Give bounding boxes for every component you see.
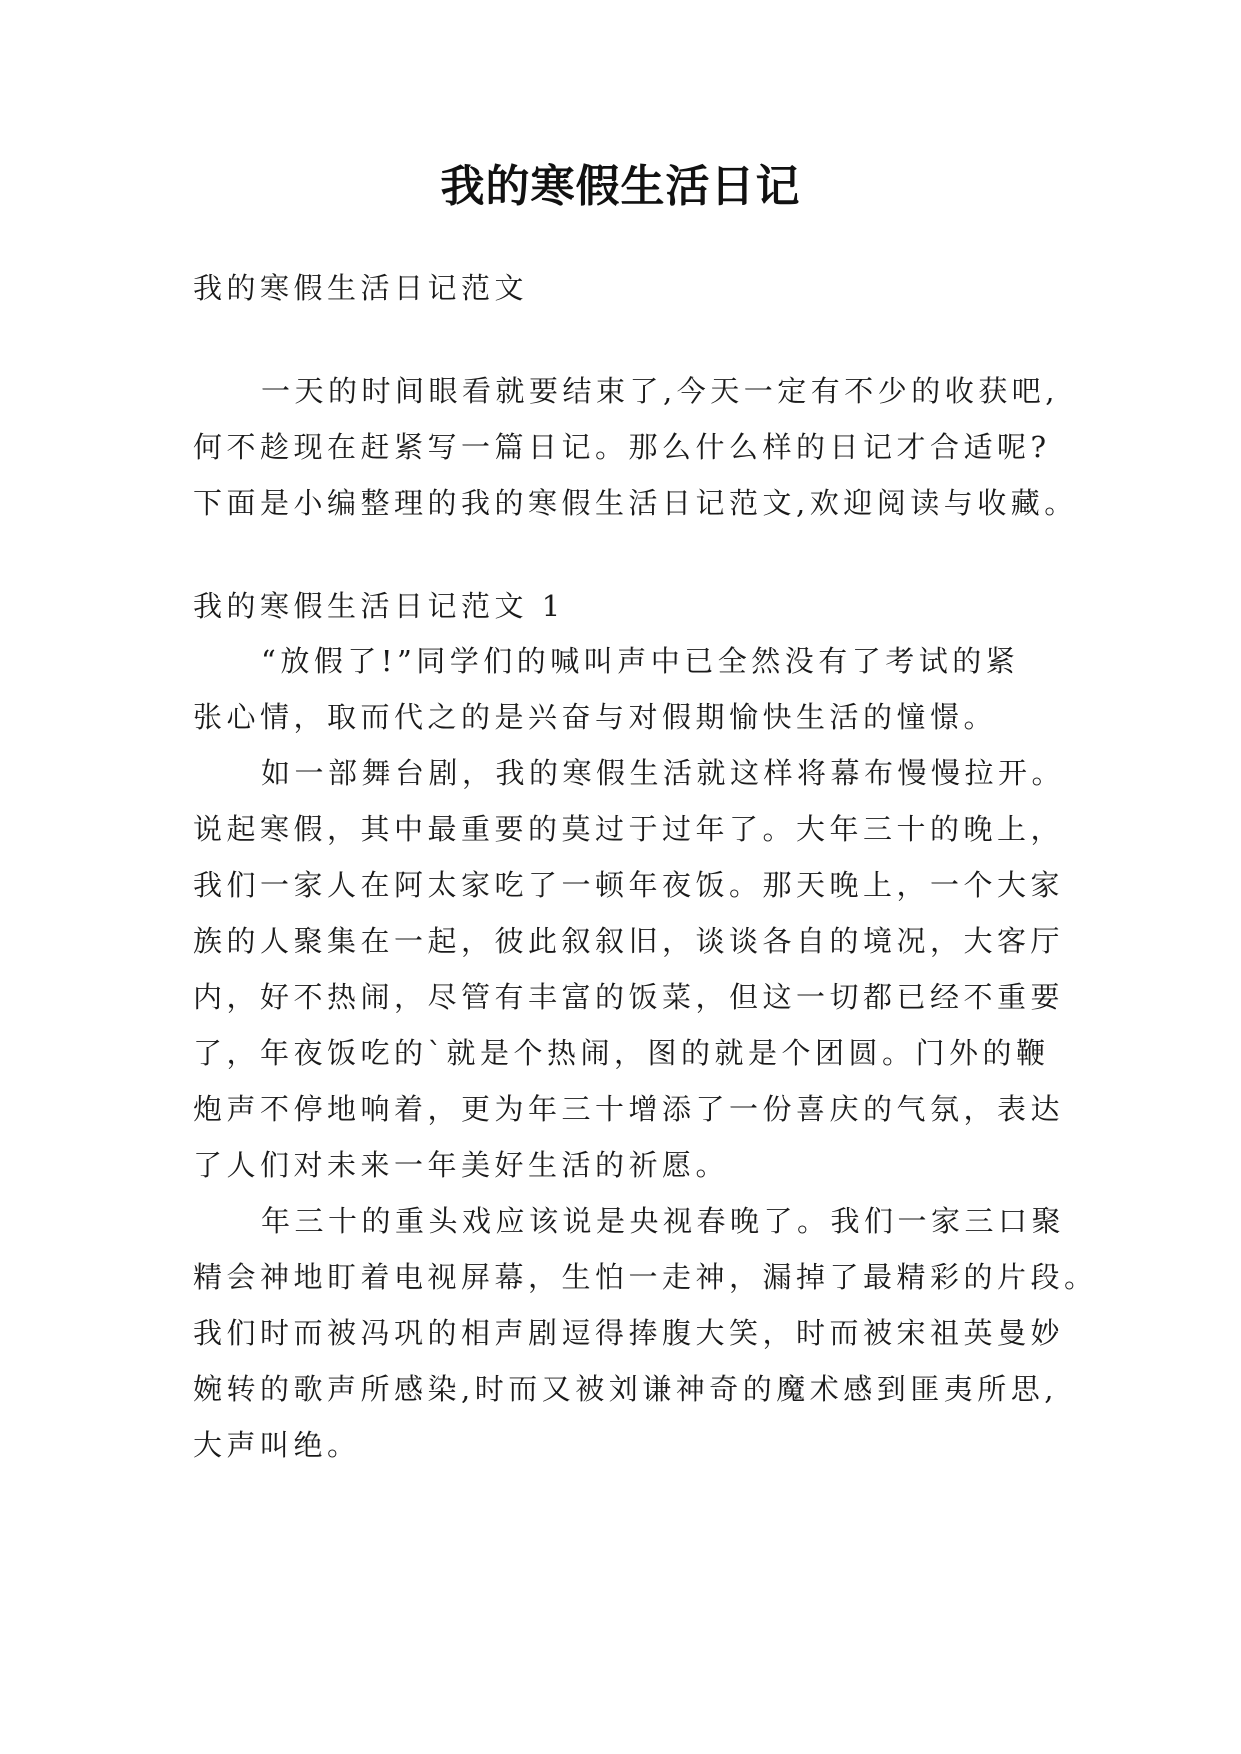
paragraph-3-line-4: 婉转的歌声所感染,时而又被刘谦神奇的魔术感到匪夷所思, [193,1372,1058,1406]
paragraph-1-line-1: “放假了!”同学们的喊叫声中已全然没有了考试的紧 [261,644,1020,678]
document-subtitle: 我的寒假生活日记范文 [193,271,529,305]
paragraph-3-line-3: 我们时而被冯巩的相声剧逗得捧腹大笑，时而被宋祖英曼妙 [193,1316,1065,1350]
intro-line-2: 何不趁现在赶紧写一篇日记。那么什么样的日记才合适呢? [193,430,1051,464]
intro-line-1: 一天的时间眼看就要结束了,今天一定有不少的收获吧, [261,374,1059,408]
paragraph-3-line-1: 年三十的重头戏应该说是央视春晚了。我们一家三口聚 [261,1204,1066,1238]
intro-line-3: 下面是小编整理的我的寒假生活日记范文,欢迎阅读与收藏。 [193,486,1078,520]
paragraph-2-line-7: 炮声不停地响着，更为年三十增添了一份喜庆的气氛，表达 [193,1092,1065,1126]
page-title: 我的寒假生活日记 [440,161,801,212]
paragraph-2-line-6: 了，年夜饭吃的`就是个热闹，图的就是个团圆。门外的鞭 [193,1036,1050,1070]
paragraph-2-line-3: 我们一家人在阿太家吃了一顿年夜饭。那天晚上，一个大家 [193,868,1065,902]
paragraph-2-line-5: 内，好不热闹，尽管有丰富的饭菜，但这一切都已经不重要 [193,980,1065,1014]
paragraph-2-line-1: 如一部舞台剧，我的寒假生活就这样将幕布慢慢拉开。 [261,756,1066,790]
paragraph-2-line-8: 了人们对未来一年美好生活的祈愿。 [193,1148,730,1182]
paragraph-2-line-4: 族的人聚集在一起，彼此叙叙旧，谈谈各自的境况，大客厅 [193,924,1065,958]
paragraph-3-line-5: 大声叫绝。 [193,1428,361,1462]
paragraph-2-line-2: 说起寒假，其中最重要的莫过于过年了。大年三十的晚上， [193,812,1065,846]
paragraph-1-line-2: 张心情，取而代之的是兴奋与对假期愉快生活的憧憬。 [193,700,998,734]
section-heading: 我的寒假生活日记范文 1 [193,589,565,623]
paragraph-3-line-2: 精会神地盯着电视屏幕，生怕一走神，漏掉了最精彩的片段。 [193,1260,1098,1294]
